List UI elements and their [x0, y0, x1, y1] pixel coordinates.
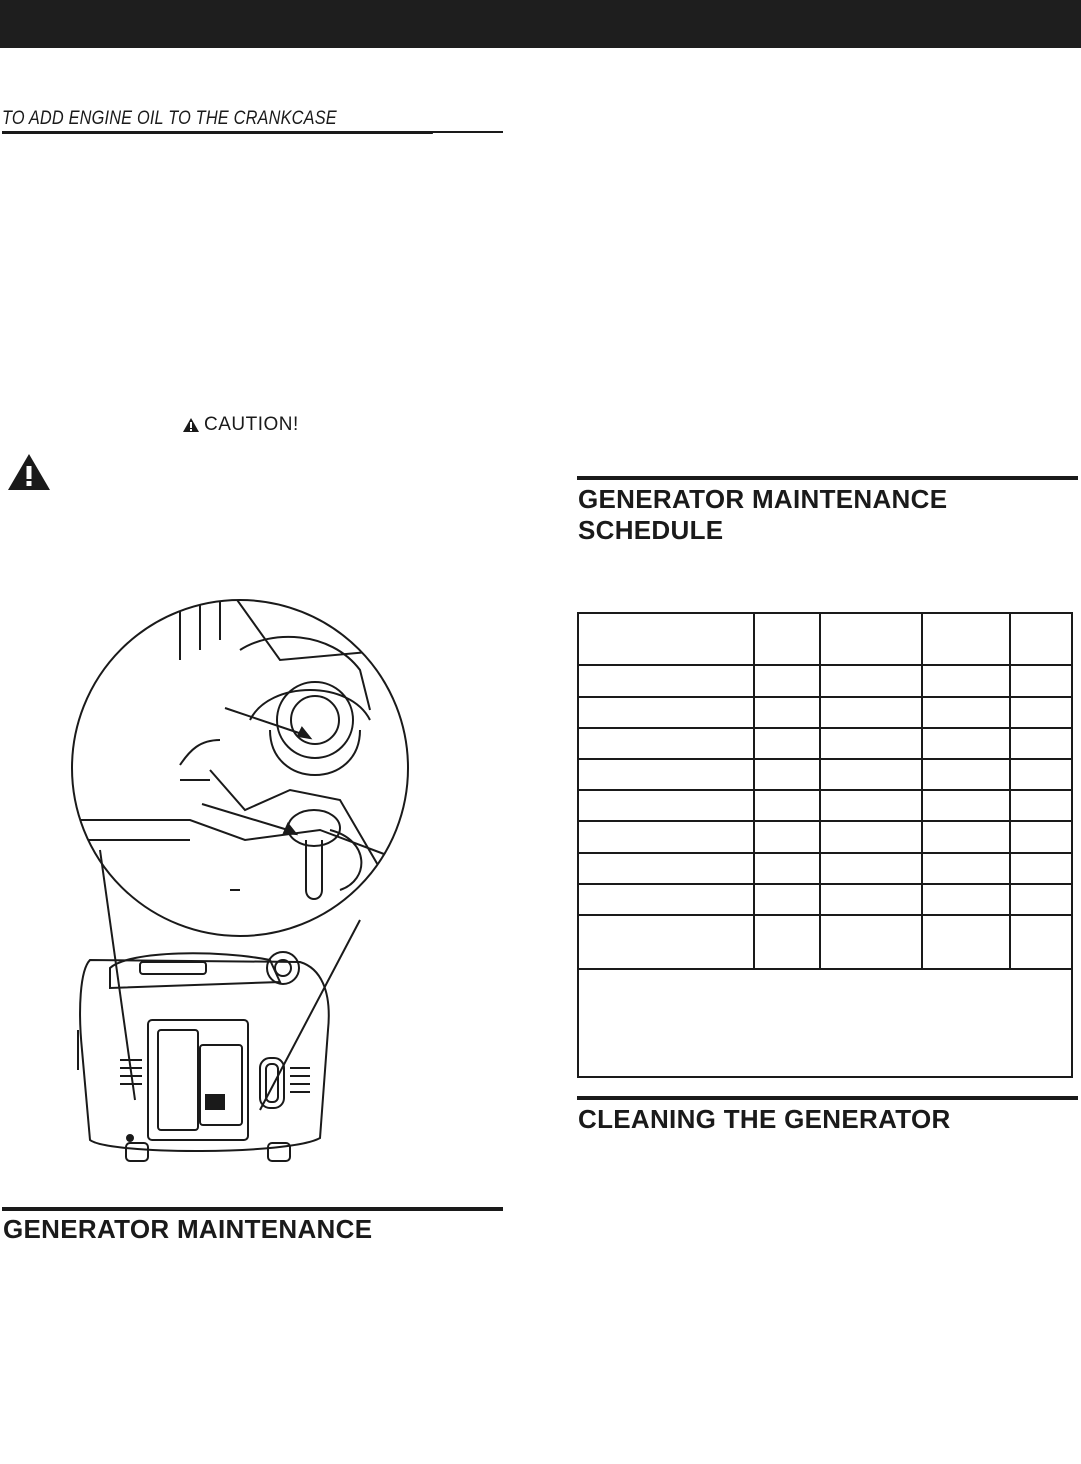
maintenance-rule	[2, 1207, 503, 1211]
table-cell	[923, 729, 1011, 760]
schedule-heading-line1: GENERATOR MAINTENANCE	[578, 484, 948, 514]
caution-label	[182, 414, 299, 436]
table-header-cell	[1011, 614, 1071, 666]
caution-text: CAUTION!	[204, 414, 299, 435]
table-cell	[1011, 698, 1071, 729]
table-cell	[821, 698, 923, 729]
table-cell	[755, 791, 821, 822]
table-header-cell	[755, 614, 821, 666]
schedule-table-note-area	[579, 970, 1071, 1076]
table-row-line	[755, 758, 1071, 760]
table-cell	[821, 854, 923, 885]
table-cell	[755, 666, 821, 698]
cleaning-heading: CLEANING THE GENERATOR	[578, 1104, 951, 1134]
table-cell	[821, 916, 923, 970]
schedule-heading	[578, 484, 947, 546]
warning-triangle-icon	[182, 417, 200, 433]
table-cell	[755, 916, 821, 970]
table-cell	[821, 666, 923, 698]
table-cell	[821, 760, 923, 791]
table-cell	[755, 760, 821, 791]
maintenance-schedule-table	[577, 612, 1073, 1078]
table-cell	[821, 791, 923, 822]
table-cell	[579, 791, 755, 822]
table-row-line	[755, 664, 1071, 666]
table-row-line	[755, 883, 1071, 885]
add-oil-heading: TO ADD ENGINE OIL TO THE CRANKCASE	[2, 108, 433, 134]
table-cell	[1011, 791, 1071, 822]
page-header-bar	[0, 0, 1081, 48]
table-header-cell	[579, 614, 755, 666]
table-cell	[923, 916, 1011, 970]
table-row-line	[755, 727, 1071, 729]
table-cell	[923, 854, 1011, 885]
table-cell	[923, 885, 1011, 916]
table-cell	[1011, 760, 1071, 791]
table-cell	[755, 698, 821, 729]
table-cell	[923, 791, 1011, 822]
table-cell	[579, 822, 755, 854]
table-row-line	[755, 789, 1071, 791]
generator-oil-fill-illustration	[70, 590, 500, 1180]
table-cell	[923, 760, 1011, 791]
table-header-cell	[821, 614, 923, 666]
table-cell	[821, 822, 923, 854]
table-row-line	[755, 696, 1071, 698]
table-cell	[1011, 916, 1071, 970]
table-cell	[579, 760, 755, 791]
table-cell	[1011, 822, 1071, 854]
table-cell	[755, 822, 821, 854]
table-cell	[579, 729, 755, 760]
table-cell	[923, 698, 1011, 729]
table-cell	[755, 854, 821, 885]
table-row-line	[755, 852, 1071, 854]
table-cell	[579, 698, 755, 729]
exclamation-triangle-icon	[6, 452, 52, 492]
table-cell	[579, 916, 755, 970]
table-row-line	[755, 820, 1071, 822]
table-cell	[923, 666, 1011, 698]
table-cell	[1011, 885, 1071, 916]
table-cell	[1011, 729, 1071, 760]
table-cell	[579, 666, 755, 698]
table-cell	[579, 854, 755, 885]
schedule-rule	[577, 476, 1078, 480]
schedule-table-grid	[579, 614, 1071, 970]
table-cell	[755, 729, 821, 760]
add-oil-heading-rule	[2, 131, 503, 133]
table-row-line	[755, 914, 1071, 916]
table-cell	[923, 822, 1011, 854]
cleaning-rule	[577, 1096, 1078, 1100]
table-cell	[1011, 666, 1071, 698]
table-cell	[755, 885, 821, 916]
table-cell	[1011, 854, 1071, 885]
table-header-cell	[923, 614, 1011, 666]
table-cell	[821, 729, 923, 760]
maintenance-heading: GENERATOR MAINTENANCE	[3, 1214, 373, 1244]
schedule-heading-line2: SCHEDULE	[578, 515, 724, 545]
table-cell	[821, 885, 923, 916]
table-cell	[579, 885, 755, 916]
